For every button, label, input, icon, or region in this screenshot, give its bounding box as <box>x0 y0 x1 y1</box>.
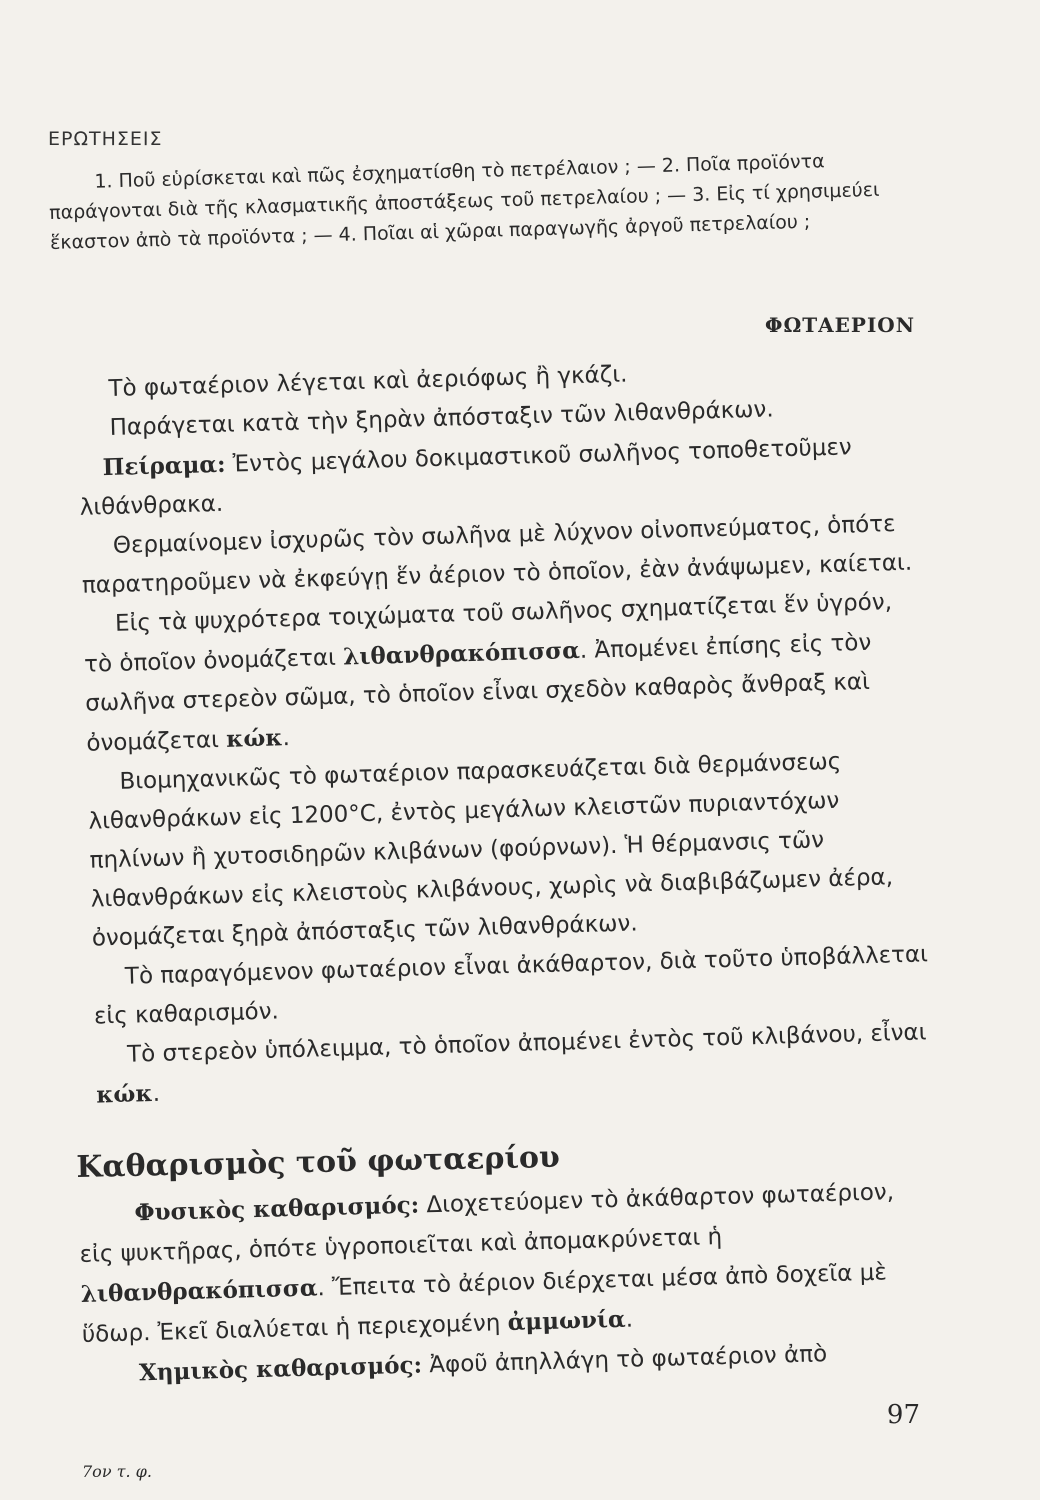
chemical-text: Ἀφοῦ ἀπηλλάγη τὸ φωταέριον ἀπὸ <box>421 1341 828 1379</box>
physical-text-a: Διοχετεύομεν τὸ ἀκάθαρτον φωταέριον, εἰς ψυκτῆρας, ὁπότε ὑγροποιεῖται καὶ ἀπομακρύνεται ἡ <box>79 1179 895 1268</box>
purification-body <box>78 1171 933 1395</box>
paragraph-products <box>83 582 929 763</box>
purification-heading: Καθαρισμὸς τοῦ φωταερίου <box>76 1139 561 1185</box>
questions-heading: ΕΡΩΤΗΣΕΙΣ <box>48 128 163 150</box>
term-ammonia: ἀμμωνία <box>507 1305 627 1337</box>
chemical-label: Χημικὸς καθαρισμός: <box>138 1351 423 1387</box>
section-body <box>79 347 938 1114</box>
term-coal-tar-2: λιθανθρακόπισσα <box>80 1274 318 1308</box>
residue-text-b: . <box>152 1080 161 1108</box>
paragraph-physical <box>78 1171 932 1355</box>
physical-text-c: . <box>625 1306 634 1333</box>
term-coke: κώκ <box>225 724 283 753</box>
experiment-label: Πείραμα: <box>102 450 226 482</box>
term-coal-tar: λιθανθρακόπισσα <box>342 636 581 671</box>
products-text-a: Εἰς τὰ ψυχρότερα τοιχώματα τοῦ σωλῆνος σχηματίζεται ἕν ὑγρόν, τὸ ὁποῖον ὀνομάζεται <box>83 589 893 678</box>
questions-text: 1. Ποῦ εὑρίσκεται καὶ πῶς ἐσχηματίσθη τὸ πετρέλαιον ; — 2. Ποῖα προϊόντα παράγονται διὰ τῆς κλασματικῆς ἀποστάξεως τοῦ πετρελαίου ; — 3. Εἰς τί χρησιμεύει ἕκαστον ἀπὸ τὰ προϊόντα ; — 4. Ποῖαι αἱ χῶραι παραγωγῆς ἀργοῦ πετρελαίου ; <box>48 150 880 254</box>
paragraph-industrial: Βιομηχανικῶς τὸ φωταέριον παρασκευάζεται διὰ θερμάνσεως λιθανθράκων εἰς 1200°C, ἐντὸς μεγάλων κλειστῶν πυριαντόχων πηλίνων ἢ χυτοσιδηρῶν κλιβάνων (φούρνων). Ἡ θέρμανσις τῶν λιθανθράκων εἰς κλειστοὺς κλιβάνους, χωρὶς νὰ διαβιβάζωμεν ἀέρα, ὀνομάζεται ξηρὰ ἀπόσταξις τῶν λιθανθράκων. <box>88 748 894 952</box>
section-title: ΦΩΤΑΕΡΙΟΝ <box>765 313 915 337</box>
term-coke-residue: κώκ <box>95 1080 153 1109</box>
experiment-text: Ἐντὸς μεγάλου δοκιμαστικοῦ σωλῆνος τοποθετοῦμεν λιθάνθρακα. <box>79 434 853 521</box>
paragraph-definition: Τὸ φωταέριον λέγεται καὶ ἀεριόφως ἢ γκάζι. <box>108 361 628 402</box>
page-number: 97 <box>886 1400 920 1430</box>
products-text-c: . <box>282 725 291 752</box>
paragraph-heating: Θερμαίνομεν ἰσχυρῶς τὸν σωλῆνα μὲ λύχνον οἰνοπνεύματος, ὁπότε παρατηροῦμεν νὰ ἐκφεύγῃ ἕν ἀέριον τὸ ὁποῖον, ἐὰν ἀνάψωμεν, καίεται. <box>81 511 913 599</box>
sheet-mark: 7ον τ. φ. <box>82 1462 152 1481</box>
physical-label: Φυσικὸς καθαρισμός: <box>134 1191 420 1227</box>
physical-text-b: . Ἔπειτα τὸ ἀέριον διέρχεται μέσα ἀπὸ δοχεῖα μὲ ὕδωρ. Ἐκεῖ διαλύεται ἡ περιεχομένη <box>81 1259 888 1348</box>
paragraph-impure: Τὸ παραγόμενον φωταέριον εἶναι ἀκάθαρτον, διὰ τοῦτο ὑποβάλλεται εἰς καθαρισμόν. <box>93 941 929 1030</box>
paragraph-production: Παράγεται κατὰ τὴν ξηρὰν ἀπόσταξιν τῶν λιθανθράκων. <box>109 396 775 441</box>
questions-block <box>48 145 890 258</box>
products-text-b: . Ἀπομένει ἐπίσης εἰς τὸν σωλῆνα στερεὸν σῶμα, τὸ ὁποῖον εἶναι σχεδὸν καθαρὸς ἄνθραξ καὶ ὀνομάζεται <box>84 629 872 757</box>
residue-text-a: Τὸ στερεὸν ὑπόλειμμα, τὸ ὁποῖον ἀπομένει ἐντὸς τοῦ κλιβάνου, εἶναι <box>126 1019 927 1068</box>
